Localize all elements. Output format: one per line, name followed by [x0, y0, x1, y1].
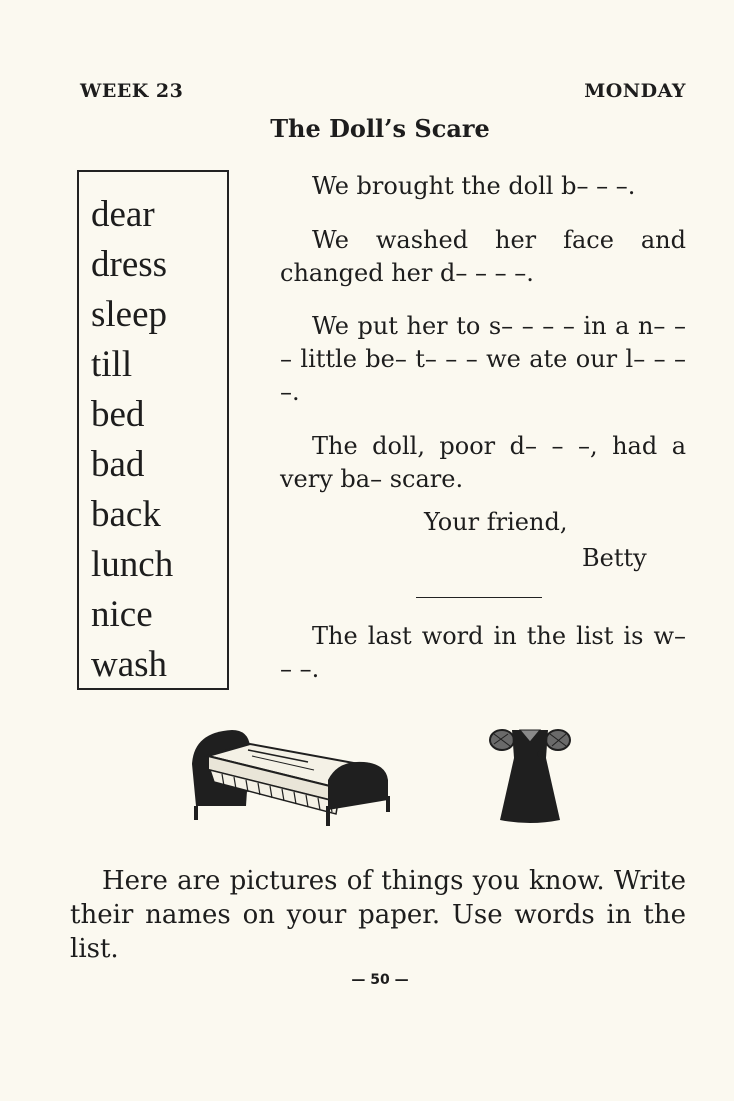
- word-list-item: bed: [91, 394, 145, 435]
- bed-icon: [188, 726, 398, 830]
- word-list-item: dress: [91, 244, 168, 285]
- story-paragraph-4: The doll, poor d– – –, had a very ba– scare.: [280, 432, 686, 493]
- word-list-item: bad: [91, 444, 145, 485]
- letter-closing: Your friend,: [424, 508, 568, 536]
- day-label: MONDAY: [584, 80, 686, 102]
- week-label: WEEK 23: [80, 80, 184, 102]
- letter-signature: Betty: [582, 544, 647, 572]
- word-list-item: sleep: [91, 294, 168, 335]
- word-list-item: till: [91, 344, 133, 385]
- word-list-item: back: [91, 494, 161, 535]
- story-paragraph-1: We brought the doll b– – –.: [312, 172, 636, 200]
- word-list-item: wash: [91, 644, 168, 685]
- word-list-item: nice: [91, 594, 153, 635]
- section-divider: [416, 597, 542, 598]
- last-word-question: The last word in the list is w– – –.: [280, 622, 686, 683]
- story-paragraph-3: We put her to s– – – – in a n– – – little be– t– – – we ate our l– – – –.: [280, 312, 686, 406]
- word-list-box: [77, 170, 229, 690]
- dress-icon: [488, 724, 572, 828]
- page-title: The Doll’s Scare: [270, 114, 490, 143]
- word-list-item: lunch: [91, 544, 174, 585]
- page-number: — 50 —: [351, 972, 409, 988]
- instructions: Here are pictures of things you know. Write their names on your paper. Use words in the list.: [70, 866, 686, 964]
- story-paragraph-2: We washed her face and changed her d– – – –.: [280, 226, 686, 287]
- word-list-item: dear: [91, 194, 155, 235]
